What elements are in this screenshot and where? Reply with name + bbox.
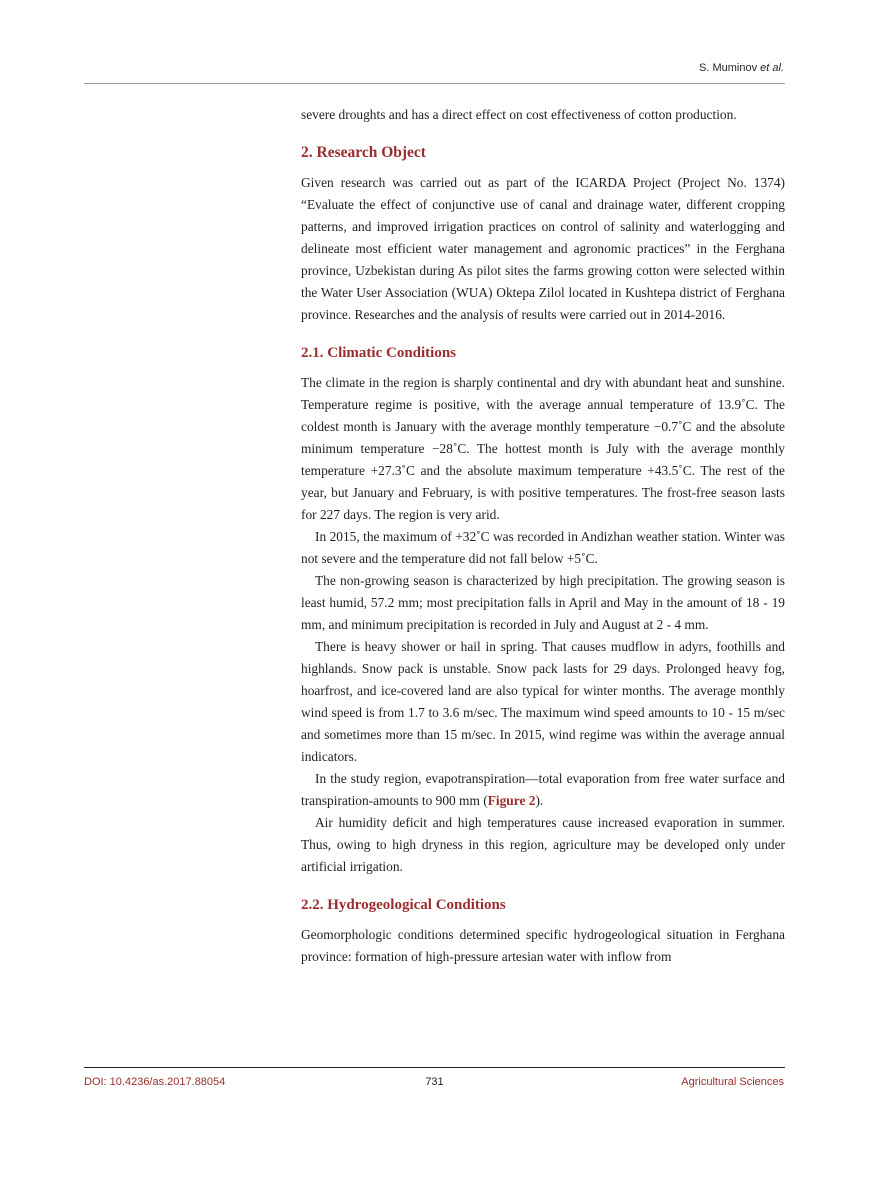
climate-paragraph-5-text: In the study region, evapotranspiration—total evaporation from free water surface and transpiration-amounts to 900 mm (: [301, 771, 785, 808]
article-body: [301, 104, 785, 968]
running-head-author: S. Muminov: [699, 62, 758, 74]
section-2-2-heading: 2.2. Hydrogeological Conditions: [301, 897, 506, 913]
intro-paragraph-tail: severe droughts and has a direct effect on cost effectiveness of cotton production.: [301, 107, 737, 122]
running-head: [699, 62, 784, 74]
footer-divider: [84, 1067, 785, 1068]
climate-paragraph-4: There is heavy shower or hail in spring. That causes mudflow in adyrs, foothills and highlands. Snow pack is unstable. Snow pack lasts for 29 days. Prolonged heavy fog, hoarfrost, and ice-covered land are also typical for winter months. The average monthly wind speed is from 1.7 to 3.6 m/sec. The maximum wind speed amounts to 10 - 15 m/sec and sometimes more than 15 m/sec. In 2015, wind regime was within the average annual indicators.: [301, 639, 785, 764]
climate-paragraph-3: The non-growing season is characterized by high precipitation. The growing season is least humid, 57.2 mm; most precipitation falls in April and May in the amount of 18 - 19 mm, and minimum precipitation is recorded in July and August at 2 - 4 mm.: [301, 573, 785, 632]
journal-name[interactable]: Agricultural Sciences: [681, 1076, 784, 1088]
header-divider: [84, 83, 785, 84]
section-2-paragraph: Given research was carried out as part of the ICARDA Project (Project No. 1374) “Evaluate the effect of conjunctive use of canal and drainage water, different cropping patterns, and improved irrigation practices on control of salinity and waterlogging and delineate most efficient water management and agronomic practices” in the Ferghana province, Uzbekistan during As pilot sites the farms growing cotton were selected within the Water User Association (WUA) Oktepa Zilol located in Kushtepa district of Ferghana province. Researches and the analysis of results were carried out in 2014-2016.: [301, 175, 785, 322]
climate-paragraph-2: In 2015, the maximum of +32˚C was recorded in Andizhan weather station. Winter was not severe and the temperature did not fall below +5˚C.: [301, 529, 785, 566]
climate-paragraph-5: [301, 768, 785, 812]
figure-2-link[interactable]: Figure 2: [487, 793, 536, 808]
running-head-etal: et al.: [760, 62, 784, 74]
climate-paragraph-1: The climate in the region is sharply continental and dry with abundant heat and sunshine. Temperature regime is positive, with the average annual temperature of 13.9˚C. The coldest month is January with the average monthly temperature −0.7˚C and the absolute minimum temperature −28˚C. The hottest month is July with the average monthly temperature +27.3˚C and the absolute maximum temperature +43.5˚C. The rest of the year, but January and February, is with positive temperatures. The frost-free season lasts for 227 days. The region is very arid.: [301, 375, 785, 522]
climate-paragraph-6: Air humidity deficit and high temperatures cause increased evaporation in summer. Thus, owing to high dryness in this region, agriculture may be developed only under artificial irrigation.: [301, 815, 785, 874]
climate-paragraph-5-end: ).: [535, 793, 544, 808]
hydrogeology-paragraph-1: Geomorphologic conditions determined specific hydrogeological situation in Ferghana province: formation of high-pressure artesian water with inflow from: [301, 927, 785, 964]
section-2-1-heading: 2.1. Climatic Conditions: [301, 345, 457, 361]
section-2-heading: 2. Research Object: [301, 144, 426, 161]
doi-link[interactable]: DOI: 10.4236/as.2017.88054: [84, 1076, 226, 1088]
page-number: 731: [425, 1076, 444, 1088]
